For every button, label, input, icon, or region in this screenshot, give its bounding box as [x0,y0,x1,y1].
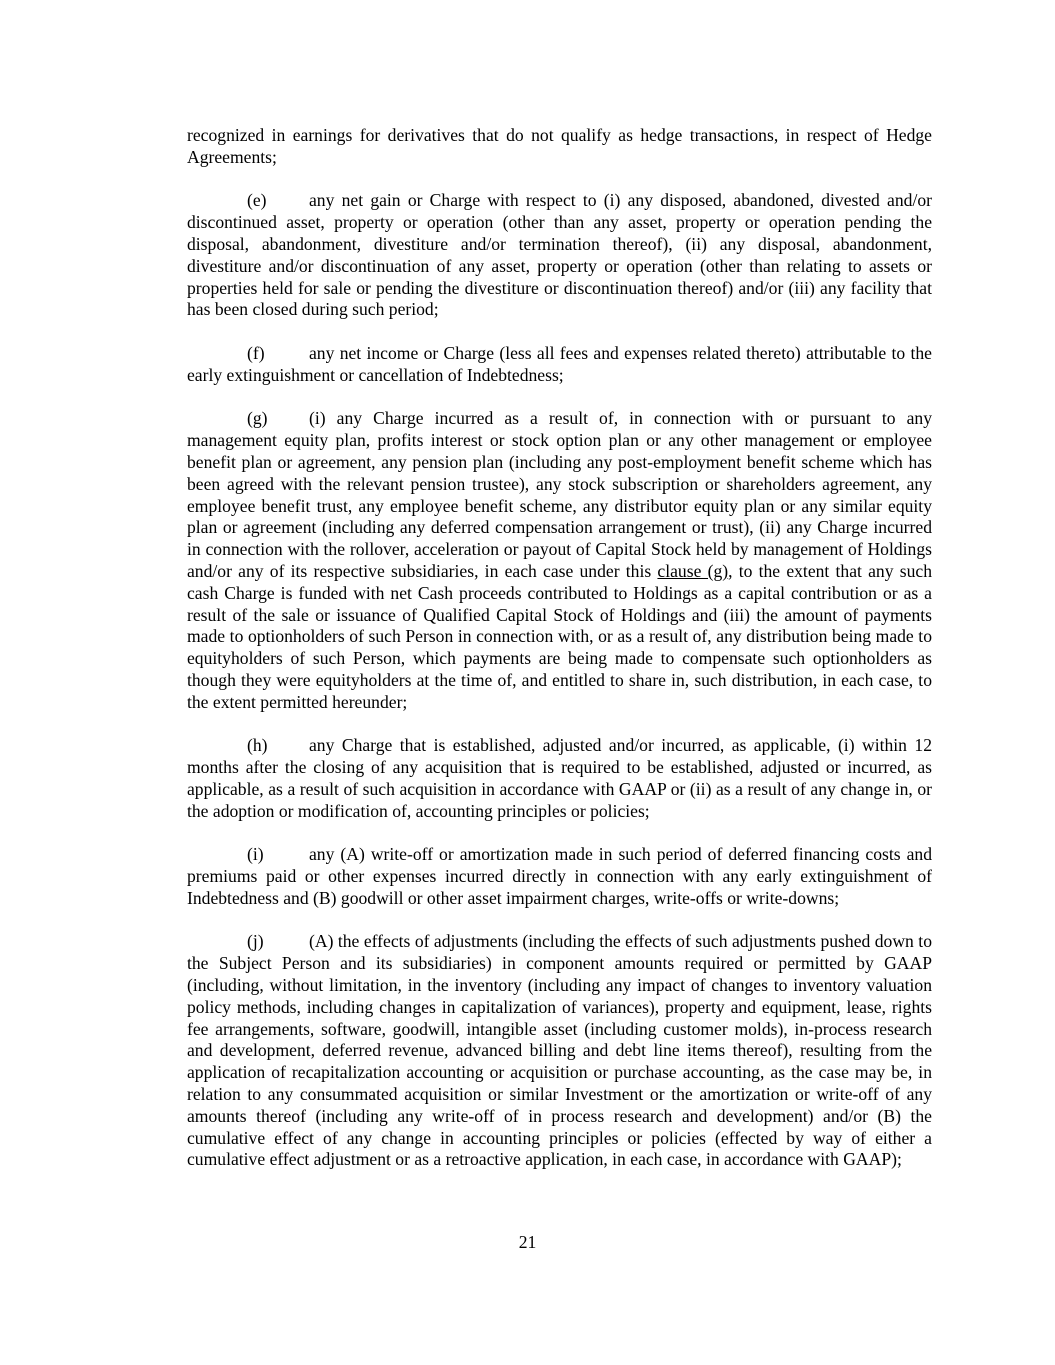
clause-j [187,931,932,1171]
clause-text: any net gain or Charge with respect to (i) any disposed, abandoned, divested and/or discontinued asset, property or operation (other than any asset, property or operation pending the disposal, abandonment, divestiture and/or termination thereof), (ii) any disposal, abandonment, divestiture and/or discontinuation of any asset, property or operation (other than relating to assets or properties held for sale or pending the divestiture or discontinuation thereof) and/or (iii) any facility that has been closed during such period; [187,190,932,320]
clause-e [187,190,932,321]
clause-text: (i) any Charge incurred as a result of, in connection with or pursuant to any management equity plan, profits interest or stock option plan or any other management or employee benefit plan or agreement, any pension plan (including any post-employment benefit scheme which has been agreed with the relevant pension trustee), any stock subscription or shareholders agreement, any employee benefit trust, any employee benefit scheme, any distributor equity plan or any similar equity plan or agreement (including any deferred compensation arrangement or trust), (ii) any Charge incurred in connection with the rollover, acceleration or payout of Capital Stock held by management of Holdings and/or any of its respective subsidiaries, in each case under this [187,408,932,581]
clause-label: (i) [247,844,264,865]
clause-text: (A) the effects of adjustments (including the effects of such adjustments pushed down to the Subject Person and its subsidiaries) in component amounts required or permitted by GAAP (including, without limitation, in the inventory (including any impact of changes to inventory valuation policy methods, including changes in capitalization of variances), property and equipment, lease, rights fee arrangements, software, goodwill, intangible asset (including customer molds), in-process research and development, deferred revenue, advanced billing and debt line items thereof), resulting from the application of recapitalization accounting or acquisition or purchase accounting, as the case may be, in relation to any consummated acquisition or similar Investment or the amortization or write-off of any amounts thereof (including any write-off of in process research and development) and/or (B) the cumulative effect of any change in accounting principles or policies (effected by way of either a cumulative effect adjustment or as a retroactive application, in each case, in accordance with GAAP); [187,931,932,1170]
clause-h [187,735,932,822]
clause-text: any (A) write-off or amortization made in such period of deferred financing costs and premiums paid or other expenses incurred directly in connection with any early extinguishment of Indebtedness and (B) goodwill or other asset impairment charges, write-offs or write-downs; [187,844,932,908]
clause-cross-reference: clause (g) [657,560,729,581]
clause-text-continued: , to the extent that any such cash Charge is funded with net Cash proceeds contributed to Holdings as a capital contribution or as a result of the sale or issuance of Qualified Capital Stock of Holdings and (iii) the amount of payments made to optionholders of such Person in connection with, or as a result of, any distribution being made to equityholders of such Person, which payments are being made to compensate such optionholders as though they were equityholders at the time of, and entitled to share in, such distribution, in each case, to the extent permitted hereunder; [187,560,932,712]
continuation-paragraph: recognized in earnings for derivatives that do not qualify as hedge transactions, in respect of Hedge Agreements; [187,125,932,167]
document-body [187,125,932,1193]
clause-f [187,343,932,387]
clause-label: (f) [247,342,265,363]
clause-label: (g) [247,408,268,429]
clause-label: (e) [247,190,267,211]
clause-label: (j) [247,931,264,952]
clause-i [187,844,932,909]
page-number: 21 [518,1232,537,1252]
clause-text: any net income or Charge (less all fees and expenses related thereto) attributable to the early extinguishment or cancellation of Indebtedness; [187,342,932,385]
clause-label: (h) [247,735,268,756]
clause-text: any Charge that is established, adjusted and/or incurred, as applicable, (i) within 12 months after the closing of any acquisition that is required to be established, adjusted or incurred, as applicable, as a result of such acquisition in accordance with GAAP or (ii) as a result of any change in, or the adoption or modification of, accounting principles or policies; [187,735,932,821]
clause-g [187,408,932,713]
